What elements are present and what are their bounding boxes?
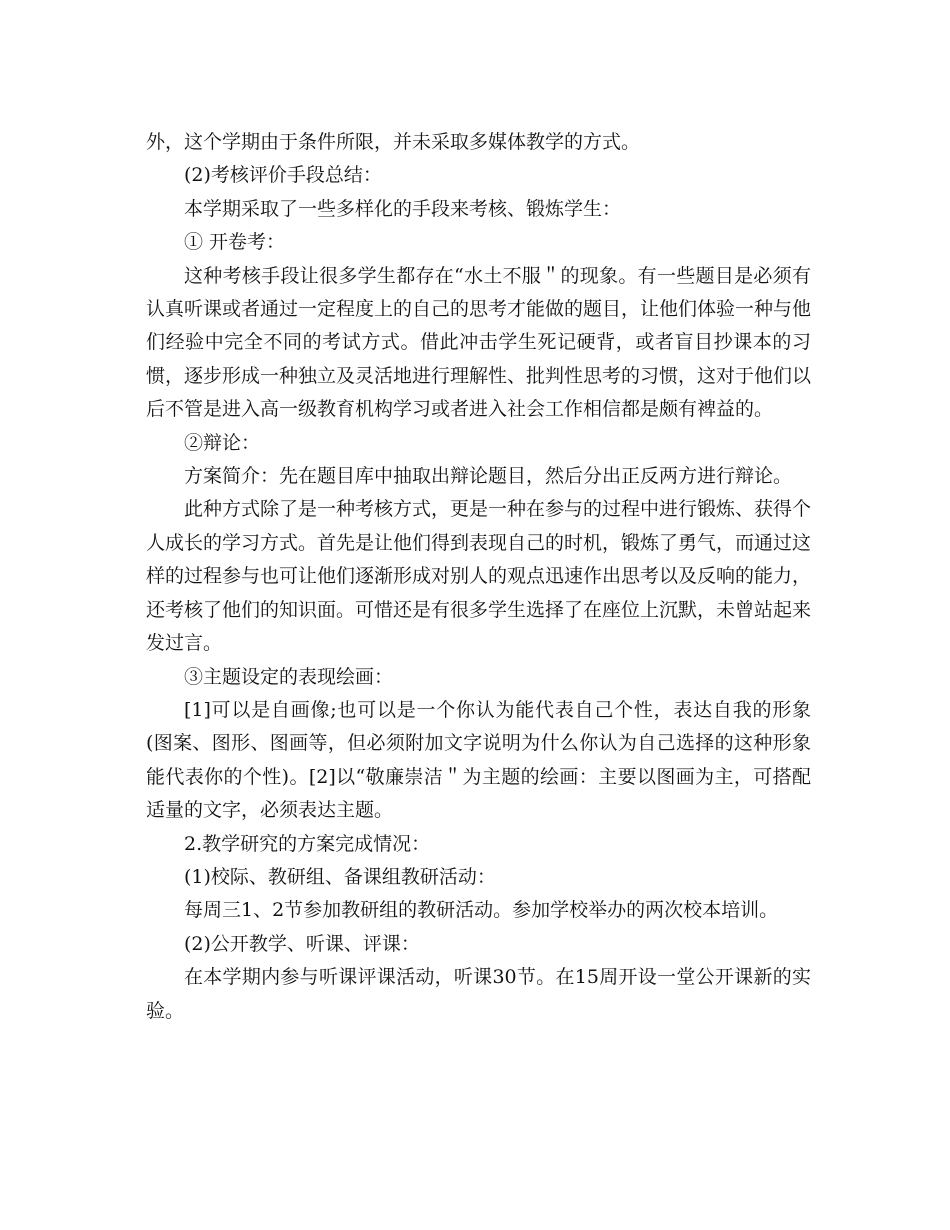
paragraph: 每周三1、2节参加教研组的教研活动。参加学校举办的两次校本培训。 <box>184 899 779 922</box>
paragraph: 这种考核手段让很多学生都存在“水土不服＂的现象。有一些题目是必须有认真听课或者通过一定程度上的自己的思考才能做的题目，让他们体验一种与他们经验中完全不同的考试方式。借此冲击学生死记硬背，或者盲目抄课本的习惯，逐步形成一种独立及灵活地进行理解性、批判性思考的习惯，这对于他们以后不管是进入高一级教育机构学习或者进入社会工作相信都是颇有裨益的。 <box>146 264 812 421</box>
paragraph: 此种方式除了是一种考核方式，更是一种在参与的过程中进行锻炼、获得个人成长的学习方式。首先是让他们得到表现自己的时机，锻炼了勇气，而通过这样的过程参与也可让他们逐渐形成对别人的观点迅速作出思考以及反响的能力，还考核了他们的知识面。可惜还是有很多学生选择了在座位上沉默，未曾站起来发过言。 <box>146 498 812 655</box>
section-heading-research: 2.教学研究的方案完成情况： <box>184 832 431 855</box>
subheading-debate: ②辩论： <box>184 431 261 454</box>
document-body <box>146 126 811 1028</box>
paragraph: [1]可以是自画像;也可以是一个你认为能代表自己个性，表达自我的形象(图案、图形、图画等，但必须附加文字说明为什么你认为自己选择的这种形象能代表你的个性)。[2]以“敬廉崇洁＂为主题的绘画：主要以图画为主，可搭配适量的文字，必须表达主题。 <box>146 698 811 822</box>
paragraph: 在本学期内参与听课评课活动，听课30节。在15周开设一堂公开课新的实验。 <box>146 966 811 1022</box>
paragraph: 本学期采取了一些多样化的手段来考核、锻炼学生： <box>184 197 622 220</box>
paragraph-continuation: 外，这个学期由于条件所限，并未采取多媒体教学的方式。 <box>146 131 641 153</box>
subheading-open-teaching: (2)公开教学、听课、评课： <box>184 932 420 955</box>
subheading-theme-drawing: ③主题设定的表现绘画： <box>184 665 394 688</box>
subheading-open-book-exam: ① 开卷考： <box>184 231 286 254</box>
subheading-research-activities: (1)校际、教研组、备课组教研活动： <box>184 865 496 888</box>
section-heading-assessment: (2)考核评价手段总结： <box>184 164 382 187</box>
paragraph: 方案简介：先在题目库中抽取出辩论题目，然后分出正反两方进行辩论。 <box>184 465 793 488</box>
